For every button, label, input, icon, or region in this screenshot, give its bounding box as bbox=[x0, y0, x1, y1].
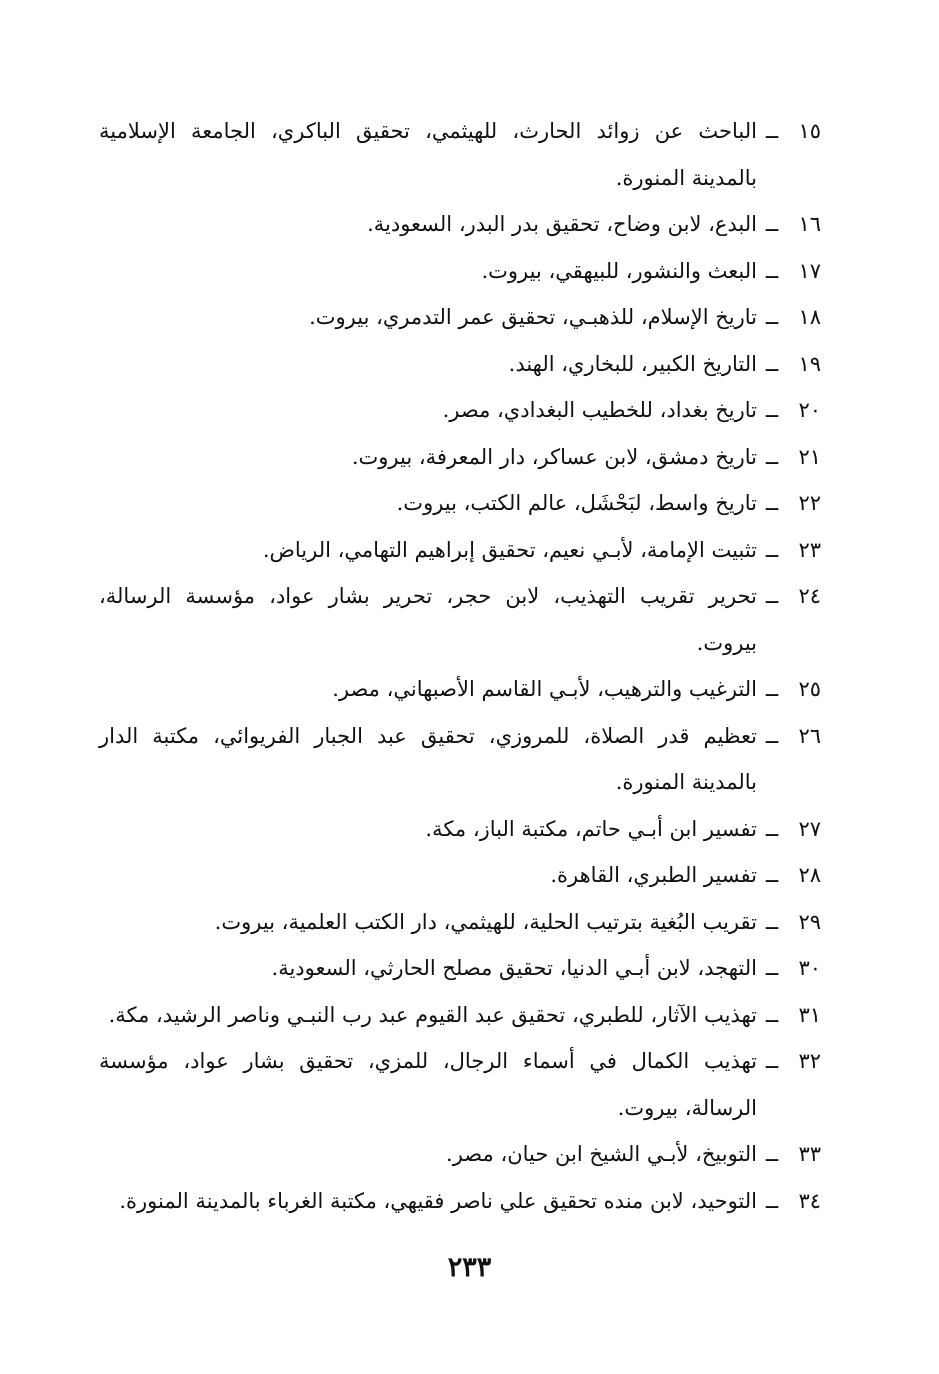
reference-item bbox=[99, 527, 821, 574]
reference-number: ٢٣ bbox=[798, 537, 821, 562]
reference-item bbox=[99, 852, 821, 899]
reference-number: ٣٠ bbox=[798, 956, 821, 980]
reference-text: تحرير تقريب التهذيب، لابن حجر، تحرير بشار عواد، مؤسسة الرسالة، بيروت. bbox=[99, 584, 757, 655]
reference-text: التوبيخ، لأبـي الشيخ ابن حيان، مصر. bbox=[446, 1142, 757, 1166]
reference-number: ٢٤ bbox=[798, 584, 821, 608]
reference-item bbox=[99, 108, 821, 201]
reference-dash: ــ bbox=[765, 1142, 779, 1166]
reference-number: ٢١ bbox=[798, 444, 821, 469]
reference-text: الترغيب والترهيب، لأبـي القاسم الأصبهاني، مصر. bbox=[332, 677, 757, 701]
reference-dash: ــ bbox=[765, 909, 779, 934]
reference-number: ٢٢ bbox=[798, 491, 821, 515]
reference-item bbox=[99, 480, 821, 527]
reference-item bbox=[99, 434, 821, 481]
reference-item bbox=[99, 713, 821, 806]
reference-text: التهجد، لابن أبـي الدنيا، تحقيق مصلح الحارثي، السعودية. bbox=[271, 956, 757, 980]
reference-item bbox=[99, 201, 821, 248]
reference-text: تثبيت الإمامة، لأبـي نعيم، تحقيق إبراهيم التهامي، الرياض. bbox=[262, 537, 757, 562]
reference-item bbox=[99, 666, 821, 713]
reference-dash: ــ bbox=[765, 444, 779, 469]
reference-item bbox=[99, 573, 821, 666]
reference-item bbox=[99, 248, 821, 295]
reference-number: ٢٩ bbox=[798, 909, 821, 934]
reference-number: ٣١ bbox=[798, 1002, 821, 1027]
reference-text: تاريخ بغداد، للخطيب البغدادي، مصر. bbox=[442, 398, 757, 422]
reference-number: ٢٨ bbox=[798, 863, 821, 887]
reference-dash: ــ bbox=[765, 863, 779, 887]
reference-item bbox=[99, 341, 821, 388]
reference-number: ١٦ bbox=[798, 212, 821, 236]
reference-number: ٣٢ bbox=[798, 1049, 821, 1073]
reference-text: تقريب البُغية بترتيب الحلية، للهيثمي، دار الكتب العلمية، بيروت. bbox=[214, 909, 757, 934]
reference-number: ٣٤ bbox=[798, 1188, 821, 1213]
reference-number: ٢٠ bbox=[798, 398, 821, 422]
reference-list bbox=[99, 108, 821, 1224]
reference-number: ٣٣ bbox=[798, 1142, 821, 1166]
reference-item bbox=[99, 1131, 821, 1178]
reference-text: تهذيب الكمال في أسماء الرجال، للمزي، تحقيق بشار عواد، مؤسسة الرسالة، بيروت. bbox=[99, 1049, 757, 1120]
reference-dash: ــ bbox=[765, 723, 779, 748]
reference-dash: ــ bbox=[765, 956, 779, 980]
reference-number: ١٥ bbox=[798, 119, 821, 143]
reference-text: التاريخ الكبير، للبخاري، الهند. bbox=[508, 351, 757, 376]
reference-item bbox=[99, 1038, 821, 1131]
reference-item bbox=[99, 899, 821, 946]
reference-dash: ــ bbox=[765, 816, 779, 841]
reference-dash: ــ bbox=[765, 305, 779, 329]
reference-dash: ــ bbox=[765, 212, 779, 236]
reference-dash: ــ bbox=[765, 351, 779, 376]
reference-number: ٢٧ bbox=[798, 816, 821, 841]
reference-dash: ــ bbox=[765, 1188, 779, 1213]
reference-dash: ــ bbox=[765, 398, 779, 422]
reference-number: ١٧ bbox=[798, 258, 821, 283]
reference-text: البعث والنشور، للبيهقي، بيروت. bbox=[481, 258, 757, 283]
reference-dash: ــ bbox=[765, 119, 779, 143]
reference-text: تفسير ابن أبـي حاتم، مكتبة الباز، مكة. bbox=[425, 816, 757, 841]
page-number: ٢٣٣ bbox=[447, 1252, 492, 1283]
reference-dash: ــ bbox=[765, 1002, 779, 1027]
reference-item bbox=[99, 992, 821, 1039]
reference-dash: ــ bbox=[765, 584, 779, 608]
reference-item bbox=[99, 806, 821, 853]
reference-number: ٢٥ bbox=[798, 677, 821, 701]
reference-item bbox=[99, 945, 821, 992]
reference-dash: ــ bbox=[765, 1049, 779, 1073]
reference-number: ١٩ bbox=[798, 351, 821, 376]
reference-item bbox=[99, 294, 821, 341]
reference-text: تفسير الطبري، القاهرة. bbox=[550, 863, 757, 887]
reference-item bbox=[99, 387, 821, 434]
reference-text: البدع، لابن وضاح، تحقيق بدر البدر، السعودية. bbox=[367, 212, 757, 236]
reference-dash: ــ bbox=[765, 491, 779, 515]
reference-text: التوحيد، لابن منده تحقيق علي ناصر فقيهي، مكتبة الغرباء بالمدينة المنورة. bbox=[119, 1188, 757, 1213]
reference-dash: ــ bbox=[765, 677, 779, 701]
reference-text: تاريخ الإسلام، للذهبـي، تحقيق عمر التدمري، بيروت. bbox=[309, 305, 757, 329]
reference-text: الباحث عن زوائد الحارث، للهيثمي، تحقيق الباكري، الجامعة الإسلامية بالمدينة المنورة. bbox=[99, 119, 757, 190]
reference-item bbox=[99, 1178, 821, 1225]
reference-dash: ــ bbox=[765, 258, 779, 283]
reference-text: تاريخ واسط، لبَحْشَل، عالم الكتب، بيروت. bbox=[396, 491, 757, 515]
reference-number: ١٨ bbox=[798, 305, 821, 329]
reference-text: تهذيب الآثار، للطبري، تحقيق عبد القيوم عبد رب النبـي وناصر الرشيد، مكة. bbox=[108, 1002, 757, 1027]
reference-number: ٢٦ bbox=[798, 723, 821, 748]
reference-text: تاريخ دمشق، لابن عساكر، دار المعرفة، بيروت. bbox=[351, 444, 757, 469]
reference-text: تعظيم قدر الصلاة، للمروزي، تحقيق عبد الجبار الفريوائي، مكتبة الدار بالمدينة المنورة. bbox=[99, 723, 757, 794]
reference-dash: ــ bbox=[765, 537, 779, 562]
